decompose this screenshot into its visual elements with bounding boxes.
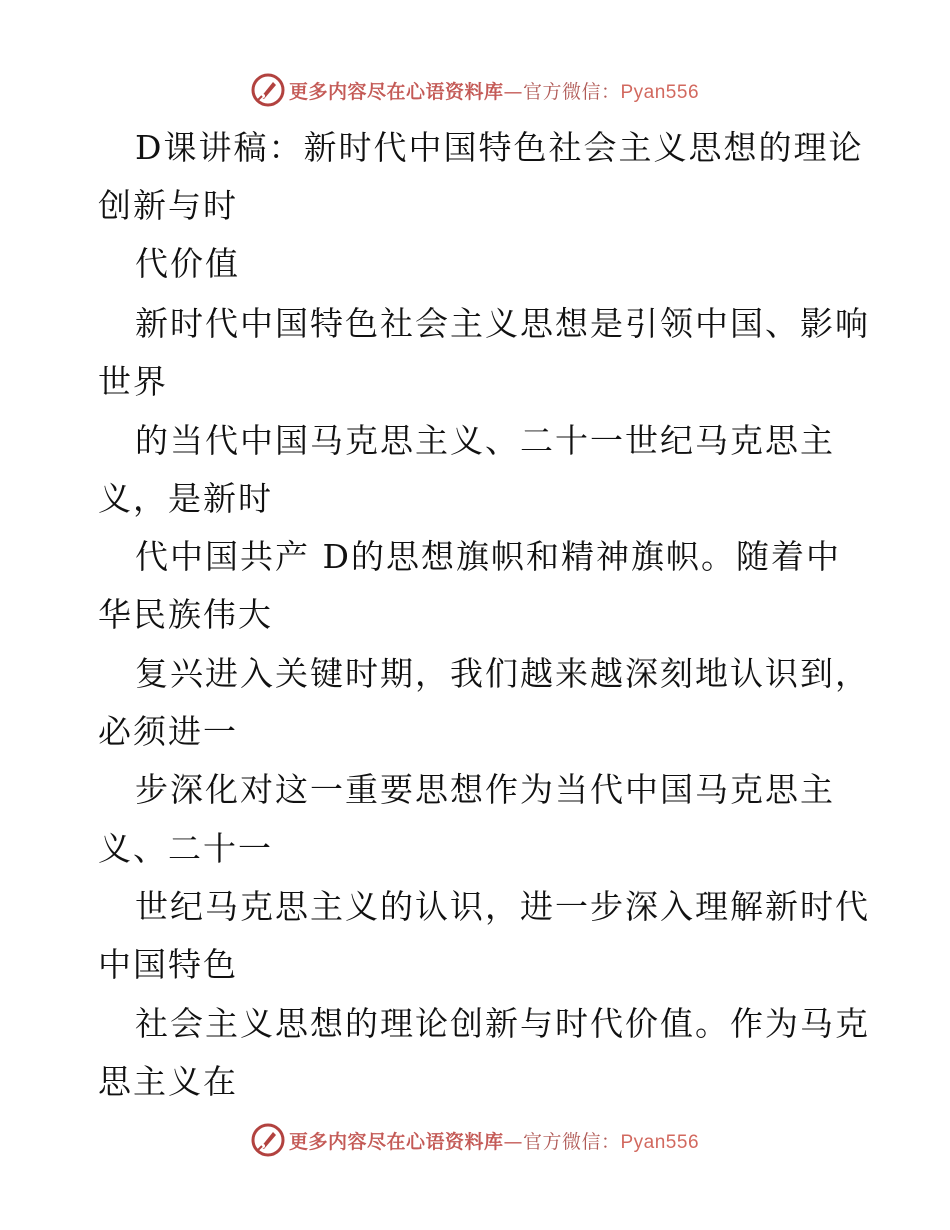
footer-separator: — xyxy=(503,1130,523,1153)
footer-banner-text xyxy=(289,1127,699,1154)
footer-wechat-label: 官方微信： xyxy=(522,1130,621,1153)
text-line: 步深化对这一重要思想作为当代中国马克思主 xyxy=(135,770,835,809)
header-separator: — xyxy=(503,80,523,103)
header-wechat-id: Pyan556 xyxy=(620,81,700,103)
footer-banner xyxy=(0,1120,950,1160)
text-line: 创新与时 xyxy=(98,186,238,225)
text-line: 世界 xyxy=(98,362,168,401)
text-line: 义，是新时 xyxy=(98,479,273,518)
text-line: 代中国共产 D的思想旗帜和精神旗帜。随着中 xyxy=(135,537,841,576)
pen-nib-logo-icon xyxy=(251,1123,285,1157)
text-line: 代价值 xyxy=(135,244,240,283)
pen-nib-logo-icon xyxy=(251,73,285,107)
text-line: 华民族伟大 xyxy=(98,595,273,634)
footer-brand: 更多内容尽在心语资料库 xyxy=(288,1130,504,1153)
header-wechat-label: 官方微信： xyxy=(522,80,621,103)
text-line: 复兴进入关键时期，我们越来越深刻地认识到， xyxy=(135,654,870,693)
header-brand: 更多内容尽在心语资料库 xyxy=(288,80,504,103)
header-banner xyxy=(0,70,950,110)
text-line: 思主义在 xyxy=(98,1062,238,1101)
text-line: 必须进一 xyxy=(98,712,238,751)
text-line: D课讲稿：新时代中国特色社会主义思想的理论 xyxy=(135,128,864,167)
text-line: 新时代中国特色社会主义思想是引领中国、影响 xyxy=(135,304,870,343)
footer-wechat-id: Pyan556 xyxy=(620,1131,700,1153)
text-line: 中国特色 xyxy=(98,945,238,984)
header-banner-text xyxy=(289,77,699,104)
text-line: 义、二十一 xyxy=(98,829,273,868)
text-line: 社会主义思想的理论创新与时代价值。作为马克 xyxy=(135,1004,870,1043)
text-line: 的当代中国马克思主义、二十一世纪马克思主 xyxy=(135,421,835,460)
text-line: 世纪马克思主义的认识，进一步深入理解新时代 xyxy=(135,887,870,926)
